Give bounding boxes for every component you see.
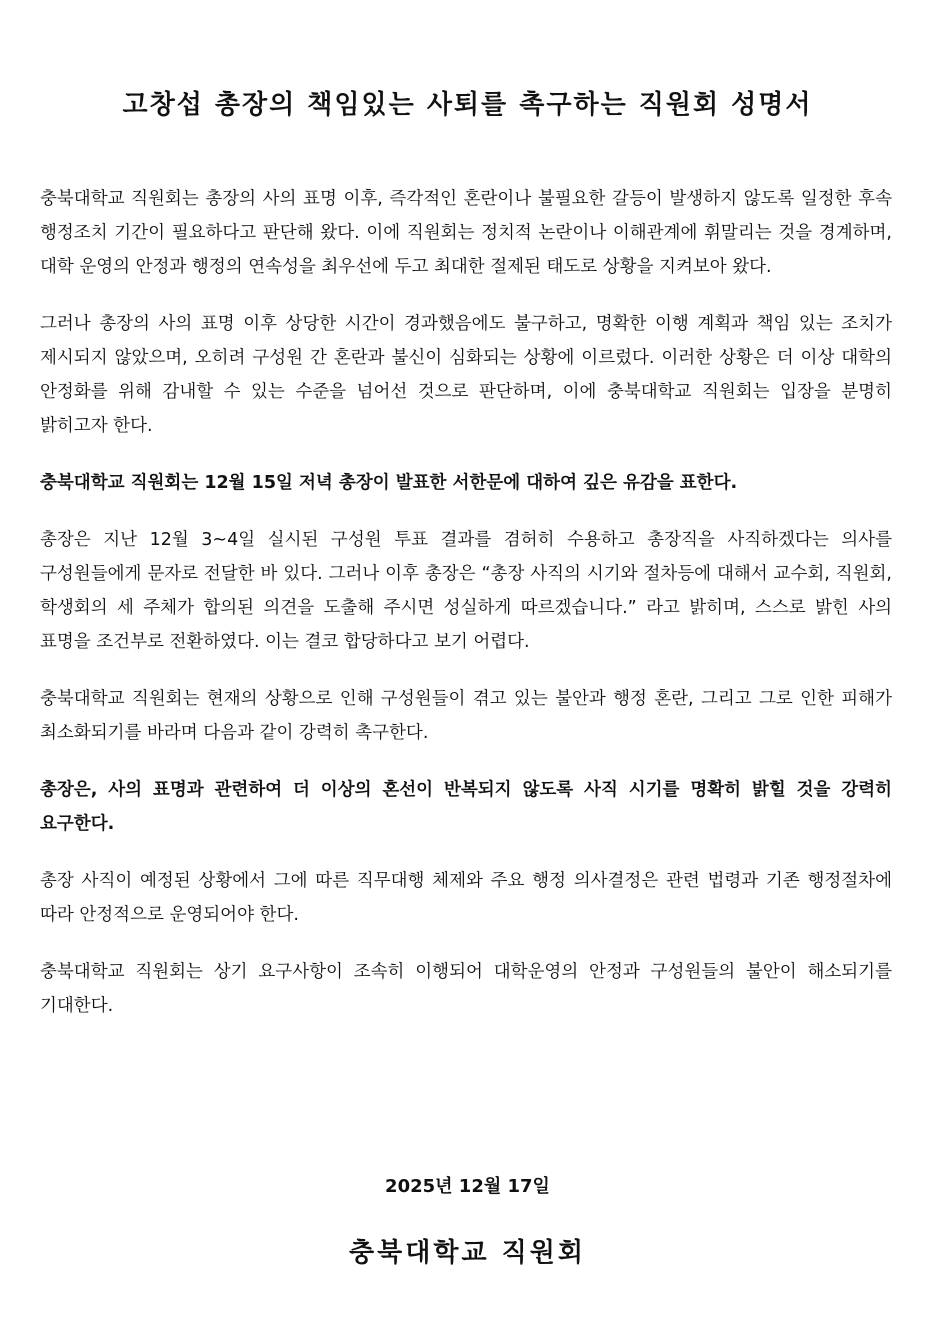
paragraph-2: 그러나 총장의 사의 표명 이후 상당한 시간이 경과했음에도 불구하고, 명확한 이행 계획과 책임 있는 조치가 제시되지 않았으며, 오히려 구성원 간 혼란과 불신이 심화되는 상황에 이르렀다. 이러한 상황은 더 이상 대학의 안정화를 위해 감내할 수 있는 수준을 넘어선 것으로 판단하며, 이에 충북대학교 직원회는 입장을 분명히 밝히고자 한다.: [40, 314, 892, 436]
paragraph-7: 총장 사직이 예정된 상황에서 그에 따른 직무대행 체제와 주요 행정 의사결정은 관련 법령과 기존 행정절차에 따라 안정적으로 운영되어야 한다.: [40, 871, 892, 925]
document-title: 고창섭 총장의 책임있는 사퇴를 촉구하는 직원회 성명서: [122, 90, 813, 120]
document-signature: 충북대학교 직원회: [349, 1238, 586, 1268]
document-body: [40, 182, 892, 1046]
paragraph-3-emphasis: 충북대학교 직원회는 12월 15일 저녁 총장이 발표한 서한문에 대하여 깊은 유감을 표한다.: [40, 473, 738, 493]
paragraph-4: 총장은 지난 12월 3~4일 실시된 구성원 투표 결과를 겸허히 수용하고 총장직을 사직하겠다는 의사를 구성원들에게 문자로 전달한 바 있다. 그러나 이후 총장은 “총장 사직의 시기와 절차등에 대해서 교수회, 직원회, 학생회의 세 주체가 합의된 의견을 도출해 주시면 성실하게 따르겠습니다.” 라고 밝히며, 스스로 밝힌 사의 표명을 조건부로 전환하였다. 이는 결코 합당하다고 보기 어렵다.: [40, 530, 892, 652]
document-date: 2025년 12월 17일: [385, 1176, 550, 1197]
paragraph-8: 충북대학교 직원회는 상기 요구사항이 조속히 이행되어 대학운영의 안정과 구성원들의 불안이 해소되기를 기대한다.: [40, 962, 892, 1016]
paragraph-6-emphasis: 총장은, 사의 표명과 관련하여 더 이상의 혼선이 반복되지 않도록 사직 시기를 명확히 밝힐 것을 강력히 요구한다.: [40, 780, 892, 834]
paragraph-1: 충북대학교 직원회는 총장의 사의 표명 이후, 즉각적인 혼란이나 불필요한 갈등이 발생하지 않도록 일정한 후속 행정조치 기간이 필요하다고 판단해 왔다. 이에 직원회는 정치적 논란이나 이해관계에 휘말리는 것을 경계하며, 대학 운영의 안정과 행정의 연속성을 최우선에 두고 최대한 절제된 태도로 상황을 지켜보아 왔다.: [40, 189, 892, 277]
paragraph-5: 충북대학교 직원회는 현재의 상황으로 인해 구성원들이 겪고 있는 불안과 행정 혼란, 그리고 그로 인한 피해가 최소화되기를 바라며 다음과 같이 강력히 촉구한다.: [40, 689, 892, 743]
